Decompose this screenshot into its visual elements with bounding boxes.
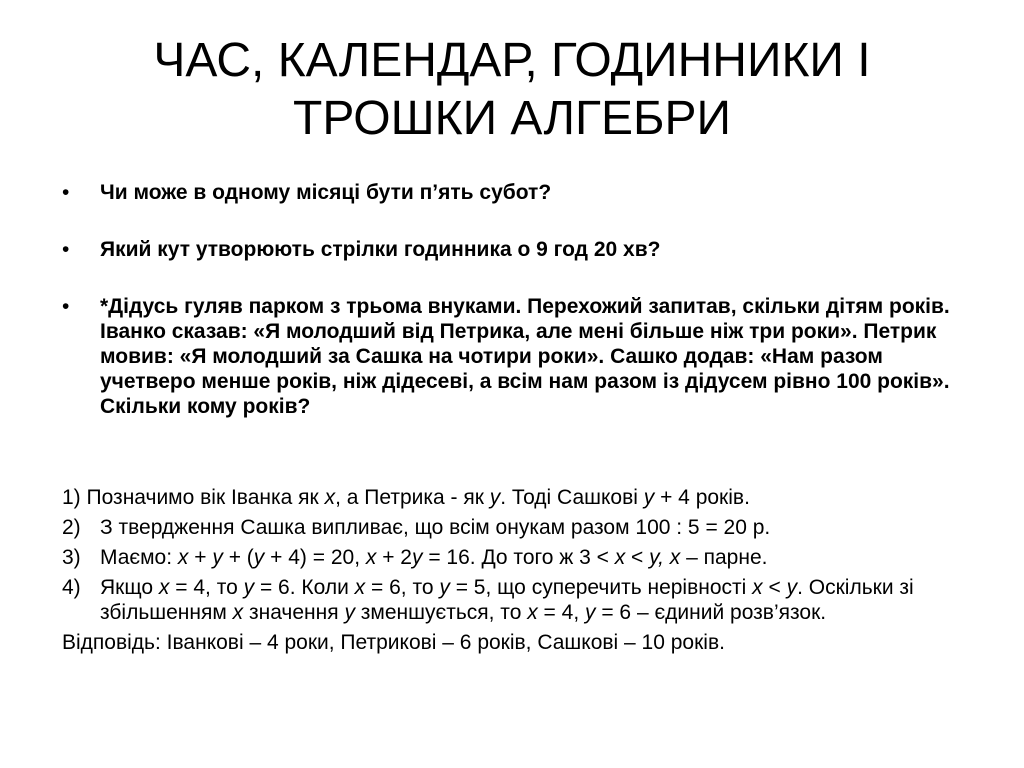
variable: x bbox=[232, 601, 244, 624]
step-text: = 4, bbox=[537, 601, 585, 624]
step-text: = 6, то bbox=[365, 576, 440, 599]
step-text: + 4 років. bbox=[654, 486, 750, 509]
variable: x bbox=[354, 576, 366, 599]
step-text: + 4) = 20, bbox=[264, 546, 366, 569]
step-number: 1) bbox=[62, 486, 81, 509]
question-list bbox=[62, 180, 982, 419]
step-text: зменшується, то bbox=[354, 601, 528, 624]
variable: x bbox=[669, 546, 681, 569]
variable: x bbox=[177, 546, 189, 569]
variable: x bbox=[158, 576, 170, 599]
step-text: , а Петрика - як bbox=[335, 486, 490, 509]
variable: y bbox=[243, 576, 255, 599]
step-text: Якщо bbox=[100, 576, 159, 599]
question-item bbox=[62, 237, 982, 262]
variable: y bbox=[643, 486, 655, 509]
solution-step-3 bbox=[62, 545, 962, 570]
variable: y bbox=[489, 486, 501, 509]
step-text: Позначимо вік Іванка як bbox=[80, 486, 325, 509]
step-text: + ( bbox=[222, 546, 254, 569]
step-text: . Тоді Сашкові bbox=[500, 486, 644, 509]
question-item bbox=[62, 294, 982, 419]
variable: x bbox=[365, 546, 377, 569]
variable: y bbox=[253, 546, 265, 569]
variable: x bbox=[324, 486, 336, 509]
step-text: + 2 bbox=[376, 546, 412, 569]
variable: x bbox=[527, 601, 538, 624]
variable: y bbox=[786, 576, 798, 599]
variable: y bbox=[412, 546, 423, 569]
bullet-icon: • bbox=[62, 181, 70, 204]
step-text: = 4, то bbox=[169, 576, 244, 599]
step-text: < bbox=[625, 546, 650, 569]
question-item bbox=[62, 180, 982, 205]
step-text: = 16. До того ж 3 < bbox=[422, 546, 615, 569]
step-number: 3) bbox=[62, 546, 81, 569]
variable: y bbox=[585, 601, 596, 624]
solution-step-1 bbox=[62, 485, 962, 510]
step-text: значення bbox=[243, 601, 345, 624]
solution-block bbox=[62, 485, 962, 660]
slide-title-line-2: ТРОШКИ АЛГЕБРИ bbox=[293, 92, 731, 145]
answer-line: Відповідь: Іванкові – 4 роки, Петрикові – 6 років, Сашкові – 10 років. bbox=[62, 631, 725, 654]
step-text: – парне. bbox=[680, 546, 768, 569]
variable: y bbox=[344, 601, 355, 624]
variable: y, bbox=[649, 546, 664, 569]
question-text: Який кут утворюють стрілки годинника о 9 год 20 хв? bbox=[100, 238, 661, 261]
step-text: + bbox=[188, 546, 213, 569]
variable: x bbox=[752, 576, 763, 599]
variable: y bbox=[439, 576, 450, 599]
bullet-icon: • bbox=[62, 238, 70, 261]
step-text: З твердження Сашка випливає, що всім онукам разом 100 : 5 = 20 р. bbox=[100, 516, 771, 539]
step-number: 4) bbox=[62, 576, 81, 599]
solution-step-2 bbox=[62, 515, 962, 540]
solution-step-4 bbox=[62, 575, 962, 625]
slide-title-line-1: ЧАС, КАЛЕНДАР, ГОДИННИКИ І bbox=[153, 34, 871, 87]
step-number: 2) bbox=[62, 516, 81, 539]
bullet-icon: • bbox=[62, 295, 70, 318]
step-text: = 5, що суперечить нерівності bbox=[449, 576, 753, 599]
slide-title bbox=[40, 32, 984, 148]
step-text: < bbox=[762, 576, 787, 599]
variable: x bbox=[614, 546, 626, 569]
step-text: = 6 – єдиний розв’язок. bbox=[595, 601, 827, 624]
step-text: Маємо: bbox=[100, 546, 178, 569]
step-text: . Оскільки зі збільшенням bbox=[100, 576, 914, 624]
step-text: = 6. Коли bbox=[254, 576, 355, 599]
question-text: Чи може в одному місяці бути п’ять субот? bbox=[100, 181, 552, 204]
question-text: *Дідусь гуляв парком з трьома внуками. Перехожий запитав, скільки дітям років. Іванко сказав: «Я молодший від Петрика, але мені більше ніж три роки». Петрик мовив: «Я молодший за Сашка на чотири роки». Сашко додав: «Нам разом учетверо менше років, ніж дідесеві, а всім нам разом із дідусем рівно 100 років». Скільки кому років? bbox=[100, 295, 950, 418]
variable: y bbox=[212, 546, 223, 569]
